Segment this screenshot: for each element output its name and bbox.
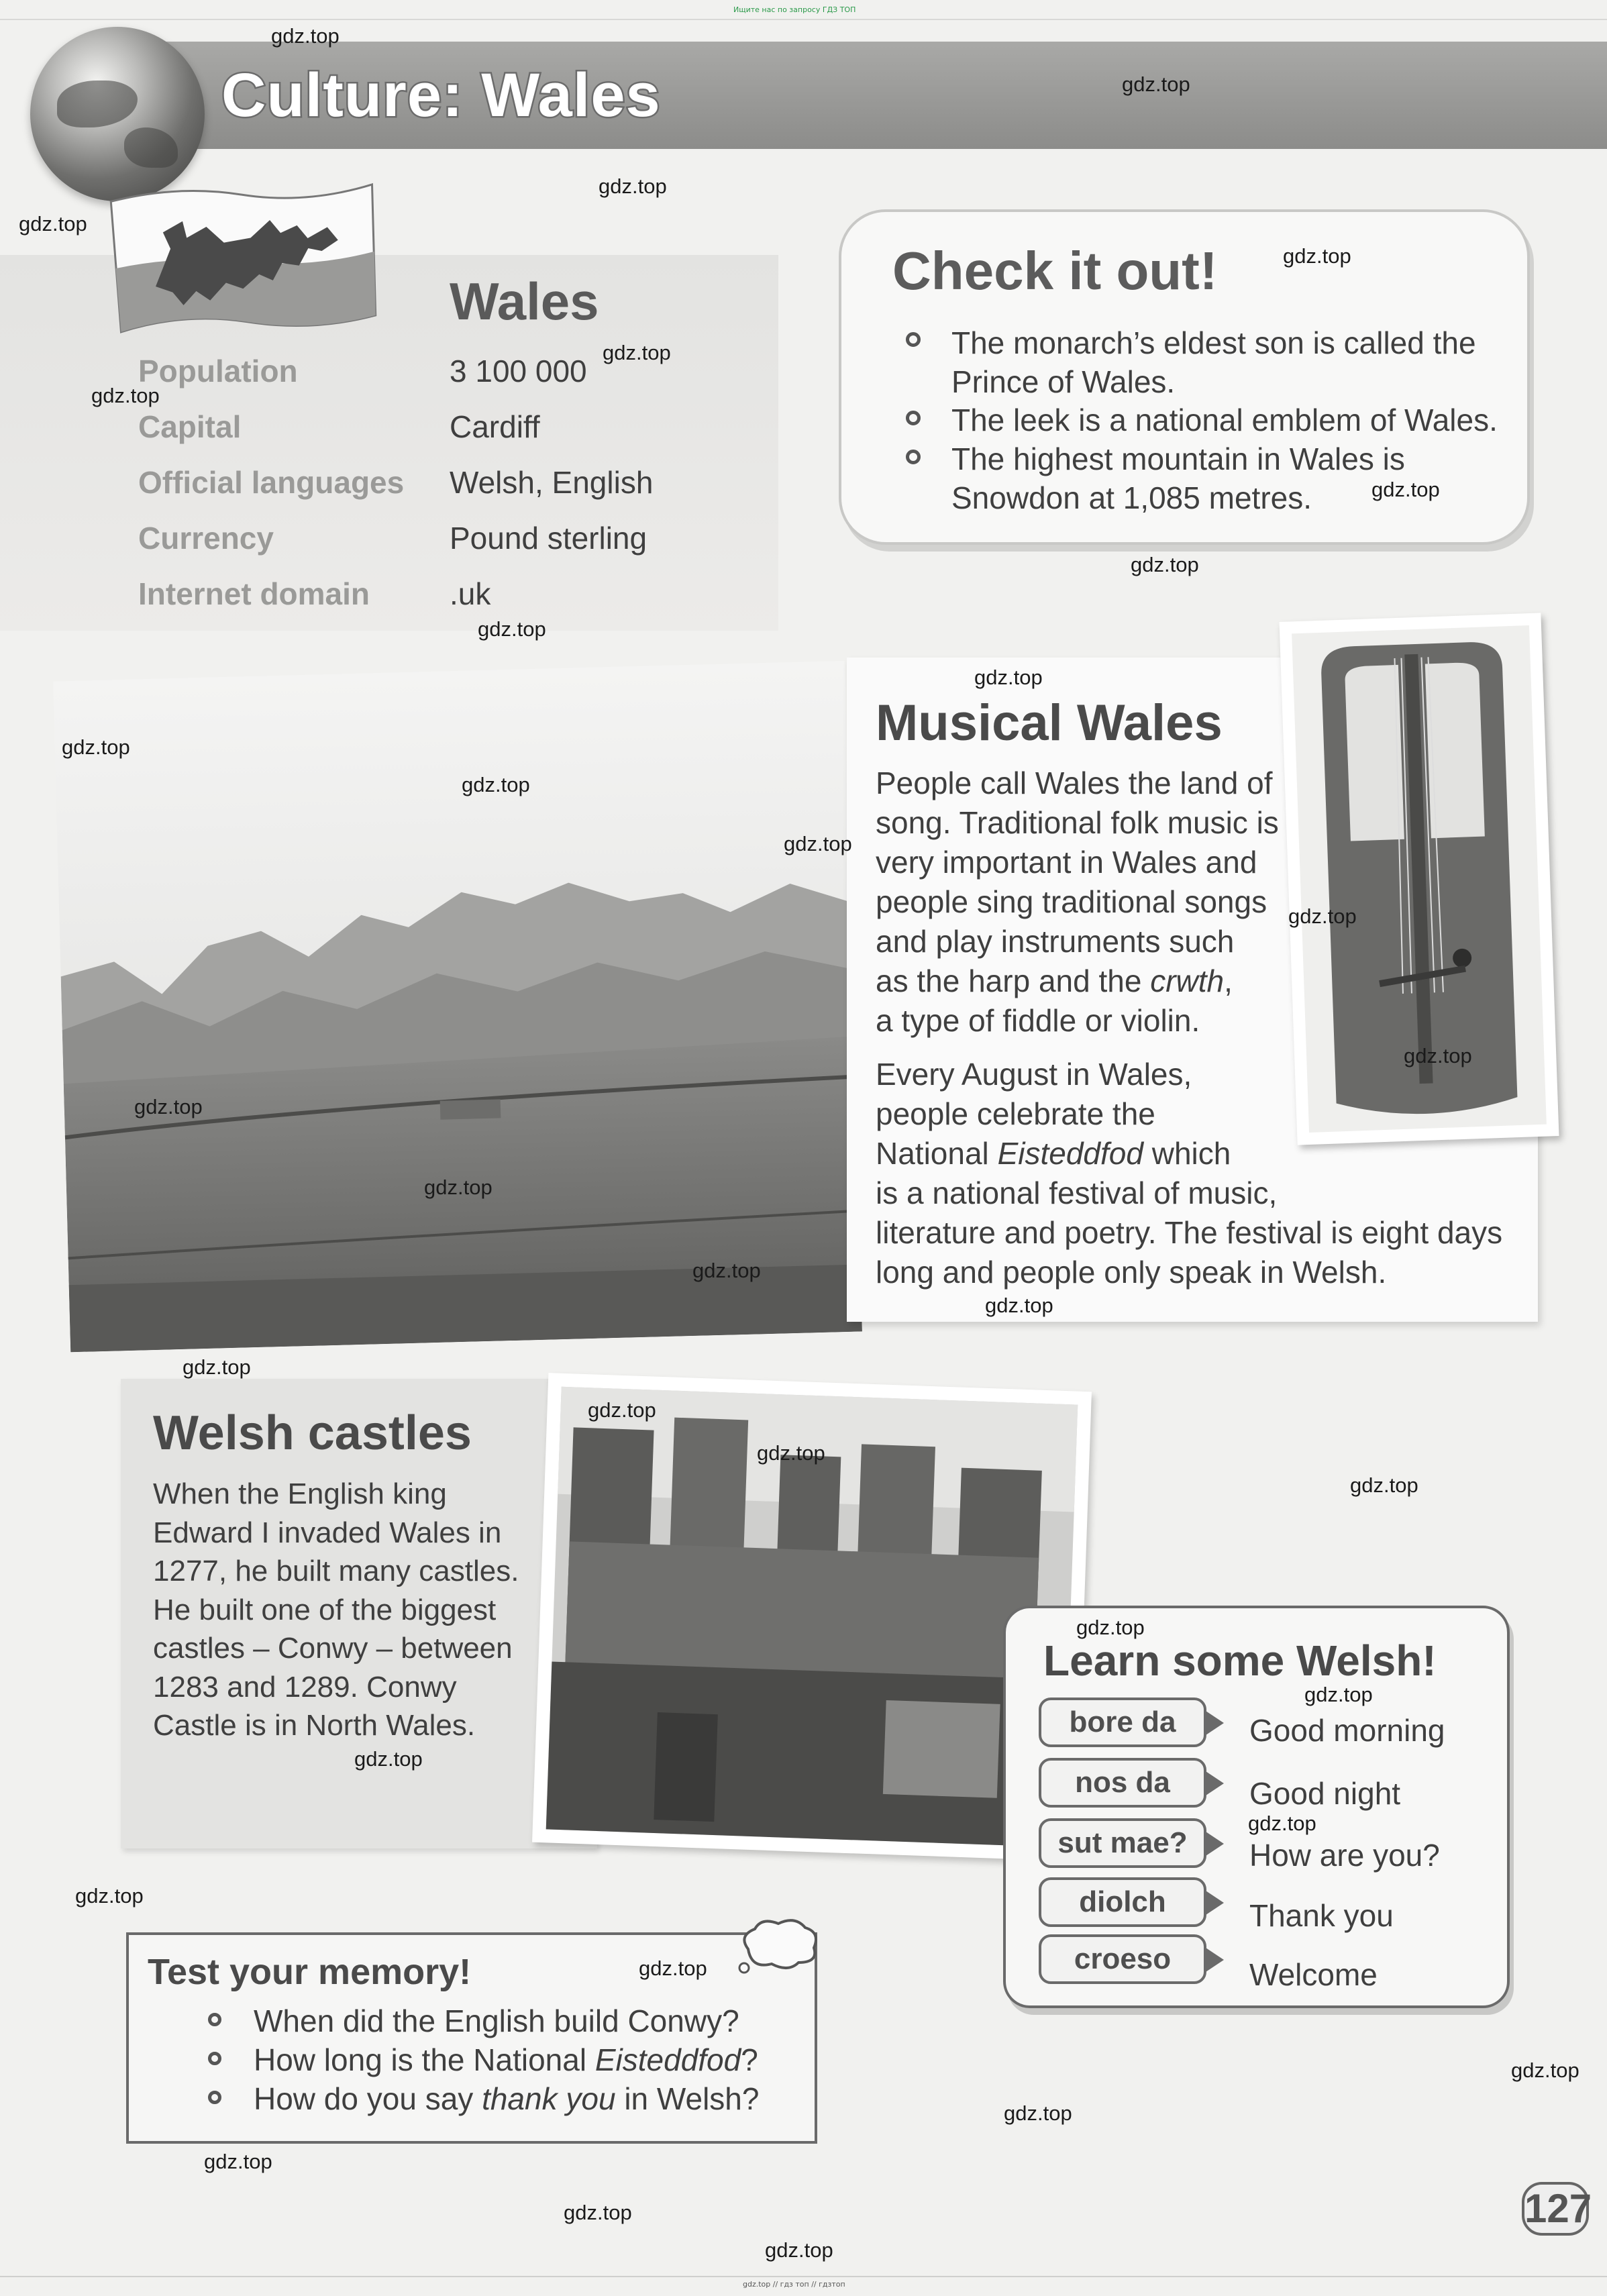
text-line: is a national festival of music, [876, 1176, 1278, 1210]
text-line: a type of fiddle or violin. [876, 1003, 1200, 1038]
musical-wales-title: Musical Wales [876, 694, 1223, 751]
memory-question: When did the English build Conwy? [254, 2003, 739, 2038]
text-line: very important in Wales and [876, 845, 1257, 880]
fact-label: Capital [138, 409, 242, 444]
check-item: The monarch’s eldest son is called the Prince of Wales. [951, 325, 1476, 399]
watermark: gdz.top [757, 1441, 825, 1465]
watermark: gdz.top [424, 1176, 493, 1199]
landscape-photo [53, 661, 862, 1353]
watermark: gdz.top [1350, 1473, 1418, 1497]
globe-icon [30, 27, 205, 201]
watermark: gdz.top [62, 735, 130, 759]
watermark: gdz.top [271, 24, 340, 48]
page-title: Culture: Wales [221, 61, 661, 129]
watermark: gdz.top [985, 1294, 1053, 1317]
text-line: People call Wales the land of [876, 766, 1273, 800]
text-run: How long is the National [254, 2042, 595, 2077]
memory-question [254, 2081, 759, 2117]
top-search-hint[interactable]: Ищите нас по запросу ГДЗ ТОП [733, 5, 856, 14]
test-memory-title: Test your memory! [148, 1952, 472, 1992]
watermark: gdz.top [1122, 72, 1190, 96]
italic-term: crwth [1150, 963, 1225, 998]
check-item: The leek is a national emblem of Wales. [951, 403, 1498, 437]
fact-label: Currency [138, 521, 274, 556]
thought-bubble-icon [735, 1916, 822, 1976]
english-meaning: Good night [1249, 1776, 1401, 1811]
welsh-phrase-bubble: bore da [1039, 1698, 1206, 1747]
watermark: gdz.top [692, 1259, 761, 1282]
watermark: gdz.top [75, 1884, 144, 1908]
page-number: 127 [1522, 2182, 1589, 2236]
watermark: gdz.top [1004, 2101, 1072, 2125]
italic-term: thank you [482, 2081, 616, 2116]
text-line: and play instruments such [876, 924, 1235, 959]
memory-question [254, 2042, 758, 2078]
welsh-phrase-bubble: croeso [1039, 1934, 1206, 1984]
watermark: gdz.top [1304, 1683, 1373, 1706]
fact-label: Internet domain [138, 576, 370, 611]
bullet-icon [208, 2091, 221, 2104]
text-line: people celebrate the [876, 1096, 1155, 1131]
fact-value: 3 100 000 [450, 354, 587, 388]
bullet-icon [906, 332, 921, 347]
watermark: gdz.top [974, 666, 1043, 689]
text-line: song. Traditional folk music is [876, 805, 1279, 840]
watermark: gdz.top [1248, 1812, 1316, 1835]
watermark: gdz.top [462, 773, 530, 796]
text-run: which [1143, 1136, 1231, 1171]
check-it-out-title: Check it out! [892, 241, 1218, 301]
watermark: gdz.top [134, 1095, 203, 1118]
watermark: gdz.top [1288, 904, 1357, 928]
text-line: people sing traditional songs [876, 884, 1267, 919]
musical-paragraph-1 [876, 764, 1279, 1041]
bottom-divider [0, 2276, 1607, 2277]
italic-term: Eisteddfod [997, 1136, 1143, 1171]
text-line: literature and poetry. The festival is eight days [876, 1215, 1503, 1250]
watermark: gdz.top [91, 384, 160, 407]
fact-label: Population [138, 354, 298, 388]
text-run: How do you say [254, 2081, 482, 2116]
watermark: gdz.top [183, 1355, 251, 1379]
watermark: gdz.top [1511, 2058, 1579, 2082]
text-line: long and people only speak in Welsh. [876, 1255, 1387, 1290]
english-meaning: Thank you [1249, 1898, 1394, 1933]
watermark: gdz.top [1404, 1044, 1472, 1067]
bullet-icon [906, 450, 921, 464]
text-run: in Welsh? [615, 2081, 760, 2116]
watermark: gdz.top [1371, 478, 1440, 501]
bottom-link[interactable]: gdz.top // гдз топ // гдзтоп [743, 2280, 845, 2289]
check-item: The highest mountain in Wales is Snowdon at 1,085 metres. [951, 441, 1405, 515]
watermark: gdz.top [784, 832, 852, 855]
watermark: gdz.top [354, 1747, 423, 1771]
watermark: gdz.top [478, 617, 546, 641]
fact-value: Cardiff [450, 409, 540, 444]
english-meaning: How are you? [1249, 1838, 1440, 1873]
watermark: gdz.top [1283, 244, 1351, 268]
watermark: gdz.top [599, 174, 667, 198]
welsh-phrase-bubble: nos da [1039, 1758, 1206, 1808]
text-line [876, 961, 1279, 1001]
watermark: gdz.top [765, 2238, 833, 2262]
english-meaning: Good morning [1249, 1713, 1445, 1748]
watermark: gdz.top [564, 2201, 632, 2224]
fact-value: .uk [450, 576, 491, 611]
text-run: ? [741, 2042, 758, 2077]
watermark: gdz.top [1076, 1616, 1145, 1639]
italic-term: Eisteddfod [594, 2042, 741, 2077]
fact-label: Official languages [138, 465, 405, 500]
welsh-phrase-bubble: sut mae? [1039, 1818, 1206, 1868]
welsh-phrase-bubble: diolch [1039, 1877, 1206, 1927]
welsh-castles-title: Welsh castles [153, 1406, 472, 1460]
facts-title: Wales [450, 272, 599, 331]
english-meaning: Welcome [1249, 1957, 1378, 1992]
text-run: as the harp and the [876, 963, 1151, 998]
watermark: gdz.top [639, 1956, 707, 1980]
top-divider [0, 19, 1607, 20]
watermark: gdz.top [588, 1398, 656, 1422]
watermark: gdz.top [204, 2150, 272, 2173]
bullet-icon [208, 2052, 221, 2065]
text-run: National [876, 1136, 998, 1171]
watermark: gdz.top [603, 341, 671, 364]
watermark: gdz.top [19, 212, 87, 236]
fact-value: Welsh, English [450, 465, 654, 500]
welsh-flag-icon [103, 174, 386, 342]
text-run: , [1224, 963, 1233, 998]
welsh-castles-text: When the English king Edward I invaded Wales in 1277, he built many castles. He built one of the biggest castles – Conwy – between 1283 and 1289. Conwy Castle is in North Wales. [153, 1477, 519, 1742]
text-line: Every August in Wales, [876, 1057, 1192, 1092]
fact-value: Pound sterling [450, 521, 647, 556]
bullet-icon [208, 2013, 221, 2026]
watermark: gdz.top [1131, 553, 1199, 576]
learn-welsh-title: Learn some Welsh! [1043, 1636, 1437, 1685]
bullet-icon [906, 411, 921, 425]
